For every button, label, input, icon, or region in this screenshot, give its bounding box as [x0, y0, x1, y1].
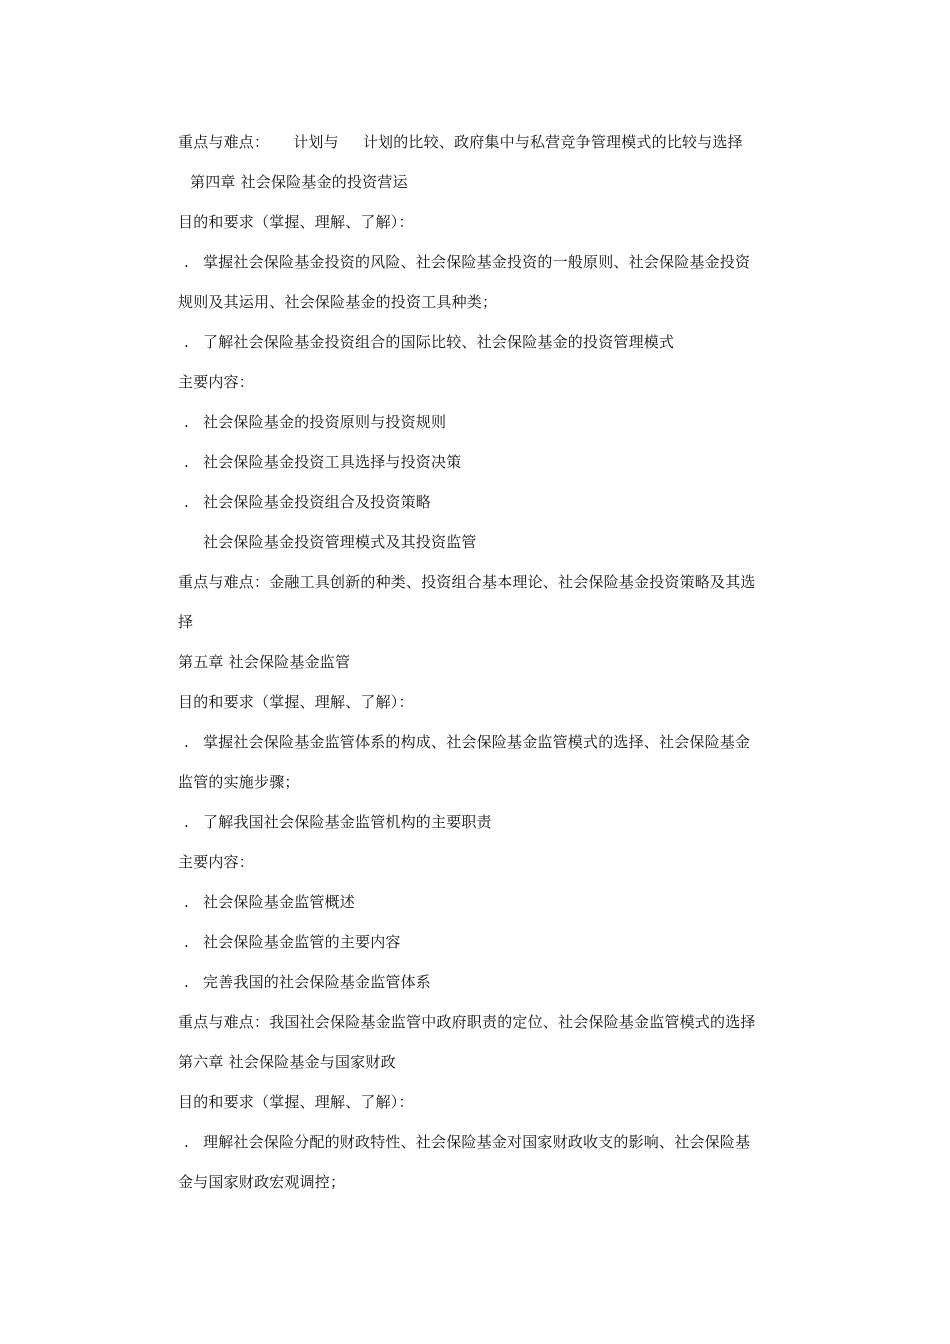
- objective-continuation: 规则及其运用、社会保险基金的投资工具种类；: [178, 293, 498, 311]
- content-text: 社会保险基金的投资原则与投资规则: [203, 413, 447, 431]
- bullet-dot: .: [184, 733, 189, 751]
- content-item: [178, 412, 818, 432]
- content-text: 社会保险基金投资工具选择与投资决策: [203, 453, 462, 471]
- bullet-dot: .: [184, 413, 189, 431]
- content-text: 社会保险基金监管概述: [203, 893, 356, 911]
- objective-continuation: 金与国家财政宏观调控；: [178, 1173, 346, 1191]
- objectives-label-ch5: 目的和要求（掌握、理解、了解）：: [178, 693, 414, 711]
- objective-text: 了解我国社会保险基金监管机构的主要职责: [203, 813, 492, 831]
- content-text: 社会保险基金监管的主要内容: [203, 933, 401, 951]
- objective-continuation: 监管的实施步骤；: [178, 773, 300, 791]
- content-item: [178, 972, 818, 992]
- content-item: [178, 452, 818, 472]
- key-points-ch5: 重点与难点：我国社会保险基金监管中政府职责的定位、社会保险基金监管模式的选择: [178, 1013, 756, 1031]
- key-points-part-2: 计划的比较、政府集中与私营竞争管理模式的比较与选择: [362, 133, 743, 151]
- objective-item: [178, 732, 818, 752]
- content-text: 完善我国的社会保险基金监管体系: [203, 973, 432, 991]
- content-item: [178, 892, 818, 912]
- objective-text: 掌握社会保险基金投资的风险、社会保险基金投资的一般原则、社会保险基金投资: [203, 253, 751, 271]
- bullet-dot: .: [184, 1133, 189, 1151]
- content-item: [178, 932, 818, 952]
- chapter-4-heading: 第四章 社会保险基金的投资营运: [190, 173, 408, 191]
- bullet-dot: .: [184, 893, 189, 911]
- objective-text: 了解社会保险基金投资组合的国际比较、社会保险基金的投资管理模式: [203, 333, 675, 351]
- key-points-ch4-continuation: 择: [178, 613, 194, 631]
- objective-item: [178, 1132, 818, 1152]
- bullet-dot: .: [184, 333, 189, 351]
- content-item: [178, 492, 818, 512]
- main-content-label-ch5: 主要内容：: [178, 853, 255, 871]
- bullet-dot: .: [184, 453, 189, 471]
- objective-item: [178, 812, 818, 832]
- objectives-label-ch6: 目的和要求（掌握、理解、了解）：: [178, 1093, 414, 1111]
- objective-text: 理解社会保险分配的财政特性、社会保险基金对国家财政收支的影响、社会保险基: [203, 1133, 751, 1151]
- objective-item: [178, 332, 818, 352]
- bullet-dot: .: [184, 813, 189, 831]
- bullet-dot: .: [184, 933, 189, 951]
- bullet-dot: .: [184, 973, 189, 991]
- chapter-6-heading: 第六章 社会保险基金与国家财政: [178, 1053, 396, 1071]
- content-text: 社会保险基金投资组合及投资策略: [203, 493, 432, 511]
- key-points-part-1: 计划与: [293, 133, 339, 151]
- key-points-ch4: 重点与难点：金融工具创新的种类、投资组合基本理论、社会保险基金投资策略及其选: [178, 573, 756, 591]
- key-points-ch3: [178, 132, 818, 152]
- objectives-label-ch4: 目的和要求（掌握、理解、了解）：: [178, 213, 414, 231]
- bullet-dot: .: [184, 253, 189, 271]
- chapter-5-heading: 第五章 社会保险基金监管: [178, 653, 351, 671]
- bullet-dot: .: [184, 493, 189, 511]
- content-item: 社会保险基金投资管理模式及其投资监管: [203, 533, 477, 551]
- key-points-label: 重点与难点：: [178, 133, 270, 151]
- objective-text: 掌握社会保险基金监管体系的构成、社会保险基金监管模式的选择、社会保险基金: [203, 733, 751, 751]
- main-content-label-ch4: 主要内容：: [178, 373, 255, 391]
- objective-item: [178, 252, 818, 272]
